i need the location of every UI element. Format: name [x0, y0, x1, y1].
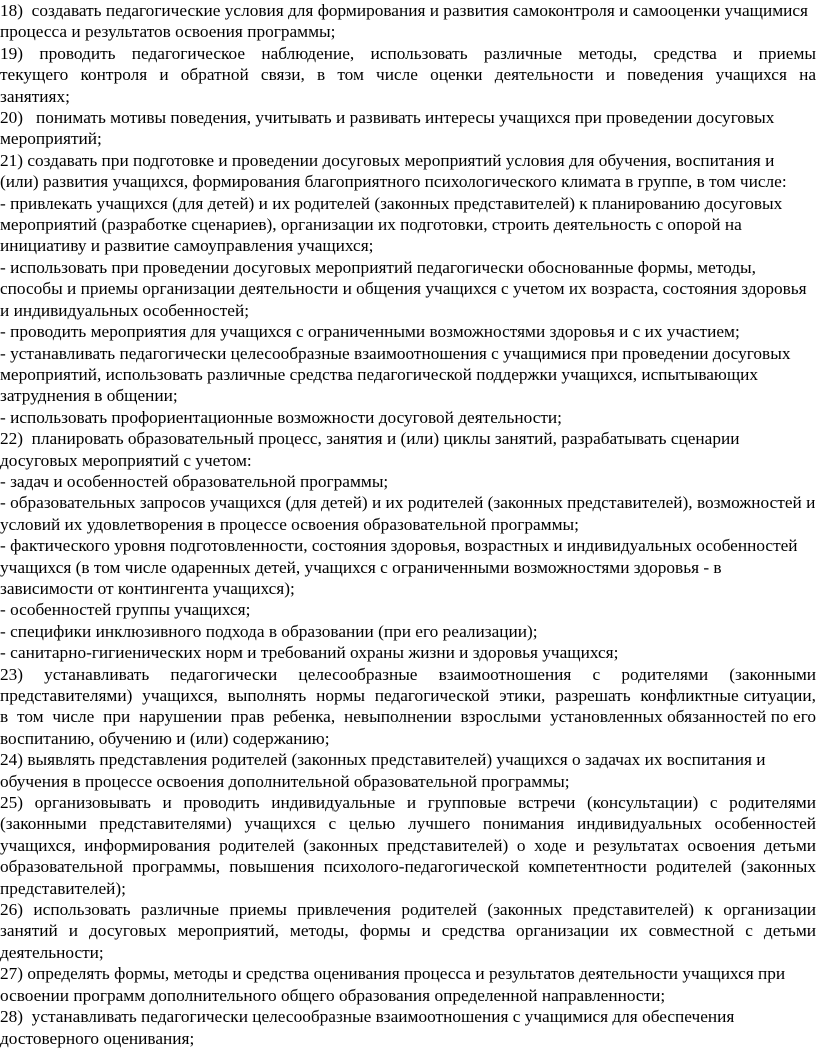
paragraph-21-item-1: - привлекать учащихся (для детей) и их родителей (законных представителей) к планированию досуговых мероприятий (разработке сценариев), организации их подготовки, строить деятельность с опорой на инициативу и развитие самоуправления учащихся;	[0, 193, 787, 256]
paragraph-21: 21) создавать при подготовке и проведении досуговых мероприятий условия для обучения, воспитания и (или) развития учащихся, формирования благоприятного психологического климата в группе, в том числе:	[0, 150, 787, 192]
paragraph-21-item-2: - использовать при проведении досуговых мероприятий педагогически обоснованные формы, методы, способы и приемы организации деятельности и общения учащихся с учетом их возраста, состояния здоровья и индивидуальных особенностей;	[0, 257, 811, 320]
paragraph-28: 28) устанавливать педагогически целесообразные взаимоотношения с учащимися для обеспечения достоверного оценивания;	[0, 1007, 739, 1048]
paragraph-22-item-3: - фактического уровня подготовленности, состояния здоровья, возрастных и индивидуальных особенностей учащихся (в том числе одаренных детей, учащихся с ограниченными возможностями здоровья - в зависимости от контингента учащихся);	[0, 536, 802, 598]
paragraph-22-item-1: - задач и особенностей образовательной программы;	[0, 471, 389, 491]
paragraph-24: 24) выявлять представления родителей (законных представителей) учащихся о задачах их воспитания и обучения в процессе освоения дополнительной образовательной программы;	[0, 750, 770, 791]
paragraph-22-item-4: - особенностей группы учащихся;	[0, 600, 251, 620]
paragraph-22-item-2: - образовательных запросов учащихся (для детей) и их родителей (законных представителей), возможностей и условий их удовлетворения в процессе освоения образовательной программы;	[0, 493, 816, 534]
paragraph-25: 25) организовывать и проводить индивидуальные и групповые встречи (консультации) с родителями (законными представителями) учащихся с целью лучшего понимания индивидуальных особенностей учащихся, информирования родителей (законных представителей) о ходе и результатах освоения детьми образовательной программы, повышения психолого-педагогической компетентности родителей (законных представителей);	[0, 793, 816, 898]
paragraph-23: 23) устанавливать педагогически целесообразные взаимоотношения с родителями (законными представителями) учащихся, выполнять нормы педагогической этики, разрешать конфликтные ситуации, в том числе при нарушении прав ребенка, невыполнении взрослыми установленных обязанностей по его воспитанию, обучению и (или) содержанию;	[0, 664, 816, 748]
paragraph-22-item-6: - санитарно-гигиенических норм и требований охраны жизни и здоровья учащихся;	[0, 643, 619, 663]
paragraph-22: 22) планировать образовательный процесс, занятия и (или) циклы занятий, разрабатывать сценарии досуговых мероприятий с учетом:	[0, 429, 744, 470]
paragraph-27: 27) определять формы, методы и средства оценивания процесса и результатов деятельности учащихся при освоении программ дополнительного общего образования определенной направленности;	[0, 964, 790, 1005]
paragraph-21-item-3: - проводить мероприятия для учащихся с ограниченными возможностями здоровья и с их участием;	[0, 322, 740, 342]
paragraph-26: 26) использовать различные приемы привлечения родителей (законных представителей) к организации занятий и досуговых мероприятий, методы, формы и средства организации их совместной с детьми деятельности;	[0, 900, 816, 962]
paragraph-21-item-5: - использовать профориентационные возможности досуговой деятельности;	[0, 407, 562, 427]
paragraph-19: 19) проводить педагогическое наблюдение, использовать различные методы, средства и приемы текущего контроля и обратной связи, в том числе оценки деятельности и поведения учащихся на занятиях;	[0, 43, 816, 106]
paragraph-22-item-5: - специфики инклюзивного подхода в образовании (при его реализации);	[0, 621, 538, 641]
paragraph-21-item-4: - устанавливать педагогически целесообразные взаимоотношения с учащимися при проведении досуговых мероприятий, использовать различные средства педагогической поддержки учащихся, испытывающих затруднения в общении;	[0, 343, 795, 406]
paragraph-18: 18) создавать педагогические условия для формирования и развития самоконтроля и самооценки учащимися процесса и результатов освоения программы;	[0, 1, 813, 42]
paragraph-20: 20) понимать мотивы поведения, учитывать и развивать интересы учащихся при проведении досуговых мероприятий;	[0, 108, 779, 149]
